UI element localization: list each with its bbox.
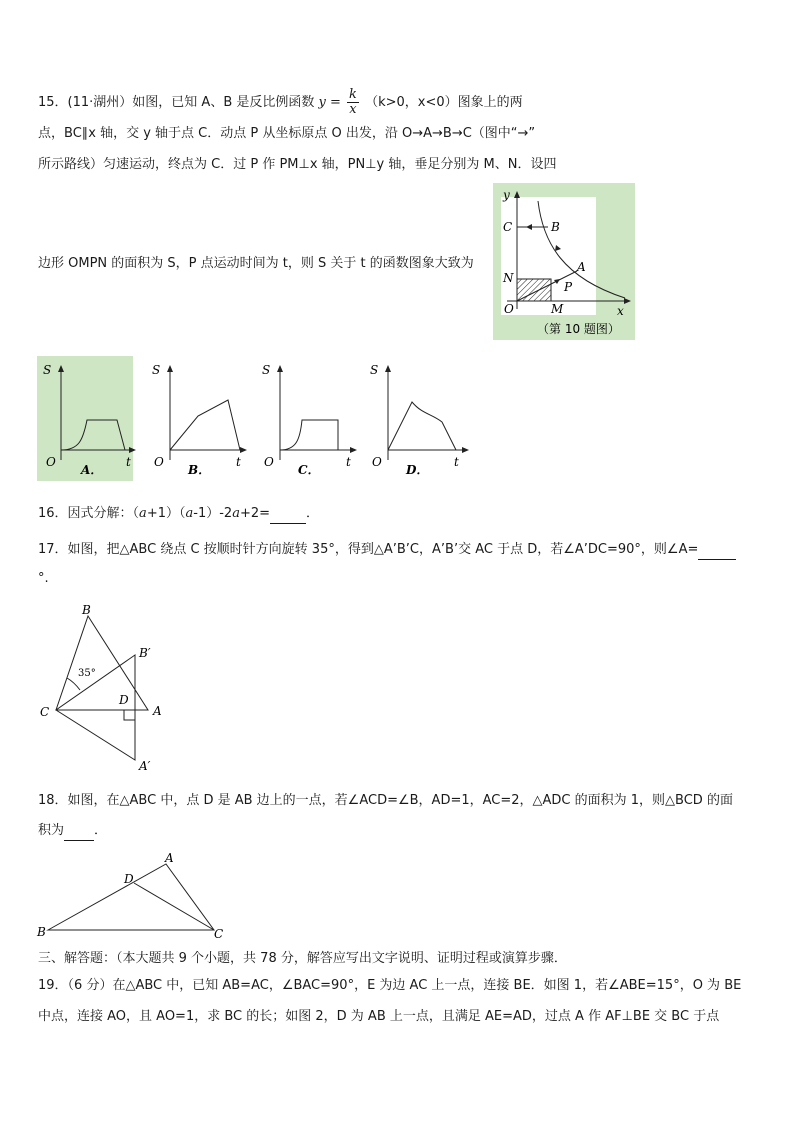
q17-label-A: A: [153, 704, 162, 718]
q17-label-Ap: A′: [139, 759, 151, 773]
q18-line2: [38, 822, 107, 841]
q17-answer-blank[interactable]: [698, 541, 736, 560]
option-c-x-arrow: [350, 447, 357, 453]
q15-label-A: A: [577, 260, 586, 274]
q18-answer-blank[interactable]: [64, 822, 94, 841]
q17-line2: °.: [38, 571, 49, 586]
q15-label-P: P: [564, 280, 573, 294]
q18-line1: 18．如图，在△ABC 中，点 D 是 AB 边上的一点，若∠ACD=∠B，AD=1，AC=2，△ADC 的面积为 1，则△BCD 的面: [38, 793, 733, 808]
q17-label-C: C: [40, 705, 50, 719]
q16-line: [38, 505, 319, 524]
option-c-y-arrow: [277, 365, 283, 372]
q16-var-3: a: [232, 506, 240, 521]
option-a-letter: A．: [81, 463, 103, 477]
q15-line4: 边形 OMPN 的面积为 S，P 点运动时间为 t，则 S 关于 t 的函数图象大致为: [38, 256, 474, 271]
q16-var-2: a: [185, 506, 194, 521]
q17-line1-text: 17．如图，把△ABC 绕点 C 按顺时针方向旋转 35°，得到△A’B’C，A’B’交 AC 于点 D，若∠A’DC=90°，则∠A=: [38, 542, 699, 557]
q15-option-b: [148, 356, 248, 481]
q19-line1: 19．（6 分）在△ABC 中，已知 AB=AC，∠BAC=90°，E 为边 AC 上一点，连接 BE．如图 1，若∠ABE=15°，O 为 BE: [38, 978, 742, 993]
option-b-label-S: S: [152, 363, 161, 377]
q17-right-angle-mark: [124, 710, 135, 720]
q15-label-x: x: [617, 304, 624, 318]
option-d-letter: D．: [406, 463, 429, 477]
q15-label-O: O: [504, 302, 514, 316]
q15-fraction-denominator: x: [349, 102, 357, 117]
q15-line3: 所示路线）匀速运动，终点为 C．过 P 作 PM⊥x 轴，PN⊥y 轴，垂足分别为 M、N．设四: [38, 157, 557, 172]
q15-line1-text-a: 15．(11·湖州）如图，已知 A、B 是反比例函数: [38, 95, 315, 110]
q18-label-A: A: [165, 851, 174, 865]
q17-triangle-ABC: [56, 616, 148, 710]
option-a-label-S: S: [43, 363, 52, 377]
q18-figure: [34, 850, 234, 940]
option-b-label-t: t: [236, 455, 241, 469]
q15-option-a: [37, 356, 137, 481]
option-b-curve: [170, 400, 240, 450]
q17-label-Bp: B′: [139, 646, 151, 660]
option-c-label-t: t: [346, 455, 351, 469]
q15-figure: [493, 183, 638, 343]
q18-label-C: C: [214, 927, 224, 940]
option-b-label-O: O: [154, 455, 164, 469]
q15-label-y: y: [503, 188, 510, 202]
q18-line2-text-b: ．: [94, 823, 108, 838]
option-a-label-O: O: [46, 455, 56, 469]
q15-fraction-numerator: k: [349, 87, 357, 102]
q19-line2: 中点，连接 AO，且 AO=1，求 BC 的长；如图 2，D 为 AB 上一点，且满足 AE=AD，过点 A 作 AF⊥BE 交 BC 于点: [38, 1009, 720, 1024]
q15-label-C: C: [503, 220, 513, 234]
option-d-label-t: t: [454, 455, 459, 469]
option-d-x-arrow: [462, 447, 469, 453]
q18-label-D: D: [124, 872, 134, 886]
q16-text-d: +2=: [239, 506, 271, 521]
q15-line1: [38, 88, 523, 117]
q16-answer-blank[interactable]: [270, 505, 306, 524]
option-d-label-S: S: [370, 363, 379, 377]
option-c-curve: [280, 420, 338, 450]
q17-angle-arc: [67, 678, 80, 690]
q15-function-lhs: y =: [318, 95, 341, 110]
option-d-label-O: O: [372, 455, 382, 469]
q17-label-angle: 35°: [78, 668, 96, 679]
option-b-y-arrow: [167, 365, 173, 372]
q15-function-fraction: [347, 88, 359, 117]
q15-line1-text-b: （k>0，x<0）图象上的两: [365, 95, 523, 110]
q15-line2: 点，BC∥x 轴，交 y 轴于点 C．动点 P 从坐标原点 O 出发，沿 O→A→B→C（图中“→”: [38, 126, 536, 141]
q17-label-B: B: [82, 603, 91, 617]
option-c-label-O: O: [264, 455, 274, 469]
option-b-x-arrow: [240, 447, 247, 453]
option-d-y-arrow: [385, 365, 391, 372]
q18-segment-CD: [134, 883, 214, 930]
q16-var-1: a: [139, 506, 147, 521]
option-c-letter: C．: [298, 463, 320, 477]
option-a-label-t: t: [126, 455, 131, 469]
q15-option-d: [366, 356, 471, 481]
q17-label-D: D: [119, 693, 129, 707]
option-c-label-S: S: [262, 363, 271, 377]
q15-label-M: M: [551, 302, 564, 316]
q15-label-B: B: [551, 220, 560, 234]
q16-tail: ．: [306, 506, 320, 521]
q17-figure: [36, 600, 176, 775]
q15-figure-caption: （第 10 题图）: [537, 322, 620, 336]
q15-label-N: N: [503, 271, 514, 285]
section3-heading: 三、解答题：（本大题共 9 个小题，共 78 分，解答应写出文字说明、证明过程或演算步骤．: [38, 951, 567, 966]
option-d-curve: [388, 402, 456, 450]
q17-line1: [38, 541, 736, 560]
q15-hatched-area: [517, 279, 551, 301]
q16-text-c: -1）-2: [193, 506, 233, 521]
q16-text-b: +1）（: [146, 506, 186, 521]
q18-line2-text-a: 积为: [38, 823, 65, 838]
q16-text-a: 16．因式分解：（: [38, 506, 140, 521]
q18-label-B: B: [37, 925, 46, 939]
option-b-letter: B．: [188, 463, 211, 477]
q15-option-c: [258, 356, 358, 481]
